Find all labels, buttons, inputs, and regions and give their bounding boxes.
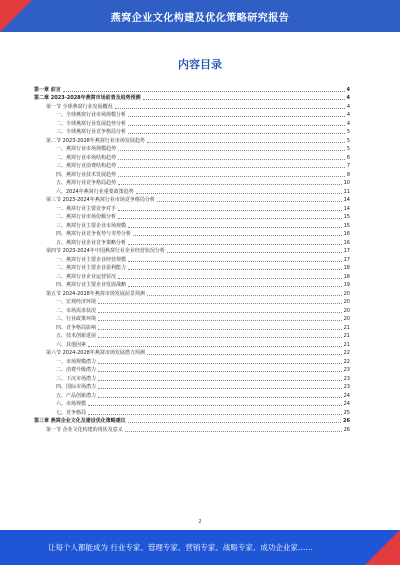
toc-entry[interactable] bbox=[34, 84, 350, 93]
toc-entry-page: 16 bbox=[343, 231, 350, 237]
toc-entry-label: 七、竞争格局 bbox=[56, 409, 87, 416]
toc-entry[interactable] bbox=[34, 152, 350, 161]
toc-entry[interactable] bbox=[34, 101, 350, 110]
toc-entry-label: 一、宏观经济环境 bbox=[56, 299, 97, 305]
toc-entry-label: 一、全球燕窝行业市场规模分析 bbox=[56, 112, 127, 118]
toc-entry[interactable] bbox=[34, 416, 350, 425]
toc-entry[interactable] bbox=[34, 356, 350, 365]
toc-entry-label: 三、全球燕窝行业竞争格局分析 bbox=[56, 129, 127, 135]
toc-leader-dots bbox=[118, 159, 345, 160]
toc-entry-page: 10 bbox=[343, 180, 350, 186]
toc-leader-dots bbox=[98, 397, 342, 398]
toc-entry[interactable] bbox=[34, 424, 350, 433]
toc-title: 内容目录 bbox=[178, 58, 222, 71]
toc-entry[interactable] bbox=[34, 195, 350, 204]
toc-entry-label: 四、燕窝行业竞争优势与劣势分析 bbox=[56, 231, 132, 237]
toc-entry[interactable] bbox=[34, 280, 350, 289]
toc-leader-dots bbox=[128, 125, 345, 126]
toc-entry-page: 16 bbox=[343, 239, 350, 246]
toc-entry-page: 24 bbox=[343, 401, 350, 407]
toc-entry-page: 15 bbox=[343, 214, 350, 220]
toc-entry-page: 14 bbox=[343, 205, 350, 212]
toc-leader-dots bbox=[98, 329, 342, 330]
toc-entry-label: 六、其他因素 bbox=[56, 341, 87, 348]
toc-entry[interactable] bbox=[34, 263, 350, 272]
toc-leader-dots bbox=[133, 235, 342, 236]
toc-entry-page: 8 bbox=[346, 171, 350, 178]
toc-entry[interactable] bbox=[34, 135, 350, 144]
toc-entry[interactable] bbox=[34, 288, 350, 297]
toc-entry-label: 三、燕窝行业主要企业市场规模 bbox=[56, 222, 127, 229]
toc-entry[interactable] bbox=[34, 322, 350, 331]
toc-entry[interactable] bbox=[34, 161, 350, 170]
toc-entry[interactable] bbox=[34, 314, 350, 323]
toc-leader-dots bbox=[128, 261, 342, 262]
toc-entry-page: 21 bbox=[343, 324, 350, 331]
toc-entry-label: 第三节 2023-2024年燕窝行业市场竞争格局分析 bbox=[46, 197, 155, 203]
toc-entry-label: 二、全球燕窝行业发展趋势分析 bbox=[56, 120, 127, 127]
toc-entry-page: 23 bbox=[343, 367, 350, 373]
toc-entry[interactable] bbox=[34, 118, 350, 127]
toc-entry-label: 四、燕窝行业技术发展趋势 bbox=[56, 171, 117, 178]
toc-entry-label: 五、技术创新进展 bbox=[56, 333, 97, 339]
toc-leader-dots bbox=[98, 337, 342, 338]
toc-leader-dots bbox=[157, 201, 342, 202]
toc-leader-dots bbox=[128, 116, 345, 117]
toc-entry-page: 4 bbox=[346, 86, 350, 93]
toc-entry-page: 15 bbox=[343, 222, 350, 229]
toc-entry[interactable] bbox=[34, 365, 350, 374]
toc-leader-dots bbox=[147, 142, 345, 143]
toc-entry[interactable] bbox=[34, 390, 350, 399]
toc-entry[interactable] bbox=[34, 110, 350, 119]
toc-entry[interactable] bbox=[34, 127, 350, 136]
toc-entry[interactable] bbox=[34, 203, 350, 212]
toc-leader-dots bbox=[98, 388, 342, 389]
toc-entry[interactable] bbox=[34, 178, 350, 187]
toc-leader-dots bbox=[98, 363, 342, 364]
toc-entry-label: 二、燕窝行业市场份额分析 bbox=[56, 214, 117, 220]
toc-entry[interactable] bbox=[34, 220, 350, 229]
toc-entry-page: 20 bbox=[343, 307, 350, 314]
toc-leader-dots bbox=[118, 184, 342, 185]
toc-leader-dots bbox=[128, 227, 342, 228]
toc-entry[interactable] bbox=[34, 297, 350, 306]
toc-leader-dots bbox=[147, 354, 342, 355]
toc-leader-dots bbox=[167, 252, 342, 253]
toc-leader-dots bbox=[118, 210, 342, 211]
toc-entry-label: 四、燕窝行业主要企业发展战略 bbox=[56, 282, 127, 288]
toc-entry-page: 4 bbox=[346, 95, 350, 101]
toc-entry-label: 第四节 2023-2024年中国燕窝行业企业经营状况分析 bbox=[46, 248, 165, 254]
footer-bar bbox=[0, 530, 400, 565]
toc-entry[interactable] bbox=[34, 399, 350, 408]
toc-leader-dots bbox=[98, 380, 342, 381]
toc-entry-page: 6 bbox=[346, 154, 350, 161]
toc-entry-label: 第二章 2023-2028年燕窝市场前景及趋势预测 bbox=[34, 95, 141, 101]
toc-leader-dots bbox=[128, 244, 342, 245]
toc-entry-label: 二、消费升级潜力 bbox=[56, 367, 97, 373]
toc-entry-label: 二、燕窝行业主要企业盈利能力 bbox=[56, 265, 127, 271]
toc-entry-page: 19 bbox=[343, 282, 350, 288]
toc-entry[interactable] bbox=[34, 246, 350, 255]
toc-entry[interactable] bbox=[34, 169, 350, 178]
toc-entry-label: 二、燕窝行业市场结构趋势 bbox=[56, 154, 117, 161]
toc-leader-dots bbox=[118, 176, 345, 177]
toc-entry-page: 18 bbox=[343, 273, 350, 280]
toc-leader-dots bbox=[143, 99, 345, 100]
toc-entry[interactable] bbox=[34, 348, 350, 357]
toc-entry[interactable] bbox=[34, 229, 350, 238]
toc-leader-dots bbox=[136, 193, 342, 194]
toc-entry-label: 三、燕窝行业企业运营状况 bbox=[56, 273, 117, 280]
toc-entry-label: 三、燕窝行业消费结构趋势 bbox=[56, 163, 117, 169]
toc-entry-page: 23 bbox=[343, 375, 350, 382]
toc-entry-page: 17 bbox=[343, 248, 350, 254]
header-bar bbox=[0, 0, 400, 32]
toc-entry[interactable] bbox=[34, 93, 350, 102]
toc-entry-label: 五、产品创新潜力 bbox=[56, 392, 97, 399]
toc-entry[interactable] bbox=[34, 271, 350, 280]
toc-entry-page: 4 bbox=[346, 112, 350, 118]
toc-entry-page: 21 bbox=[343, 341, 350, 348]
toc-entry-page: 26 bbox=[343, 426, 350, 433]
toc-leader-dots bbox=[118, 167, 345, 168]
toc-leader-dots bbox=[128, 286, 342, 287]
toc-entry-label: 第一节 全球燕窝行业发展概况 bbox=[46, 103, 113, 110]
toc-entry-page: 4 bbox=[346, 103, 350, 110]
toc-entry[interactable] bbox=[34, 373, 350, 382]
toc-entry-page: 20 bbox=[343, 290, 350, 297]
toc-leader-dots bbox=[98, 312, 342, 313]
toc-entry-page: 5 bbox=[346, 146, 350, 152]
toc-leader-dots bbox=[118, 150, 345, 151]
toc-entry-page: 22 bbox=[343, 350, 350, 356]
toc-entry-page: 23 bbox=[343, 384, 350, 390]
toc-entry-label: 一、燕窝行业市场规模趋势 bbox=[56, 146, 117, 152]
toc-entry-page: 25 bbox=[343, 409, 350, 416]
toc-entry-label: 二、市场需求状况 bbox=[56, 307, 97, 314]
footer-slogan: 让每个人都能成为 行业专家、管理专家、营销专家、战略专家、成功企业家…… bbox=[48, 543, 313, 552]
toc-entry-label: 一、燕窝行业主要企业经营规模 bbox=[56, 256, 127, 263]
toc-entry-page: 14 bbox=[343, 197, 350, 203]
toc-entry-page: 26 bbox=[343, 418, 350, 424]
toc-entry[interactable] bbox=[34, 212, 350, 221]
toc-entry-page: 4 bbox=[346, 120, 350, 127]
toc-leader-dots bbox=[128, 269, 342, 270]
toc-entry[interactable] bbox=[34, 254, 350, 263]
footer-red-corner bbox=[365, 530, 400, 565]
toc-entry-label: 三、下沉市场潜力 bbox=[56, 375, 97, 382]
toc-leader-dots bbox=[98, 371, 342, 372]
toc-entry[interactable] bbox=[34, 382, 350, 391]
toc-entry[interactable] bbox=[34, 339, 350, 348]
toc-entry[interactable] bbox=[34, 407, 350, 416]
toc-entry-label: 一、市场规模潜力 bbox=[56, 358, 97, 365]
toc-entry[interactable] bbox=[34, 186, 350, 195]
toc-entry-label: 第一节 企业文化构建的现状及意义 bbox=[46, 426, 123, 433]
toc-entry-label: 第二节 2023-2028年燕窝行业市场发展趋势 bbox=[46, 137, 145, 144]
toc-leader-dots bbox=[118, 218, 342, 219]
toc-leader-dots bbox=[125, 431, 342, 432]
toc-entry-page: 20 bbox=[343, 316, 350, 322]
toc-entry-page: 17 bbox=[343, 256, 350, 263]
toc-entry-label: 第六节 2024-2028年燕窝市场发展潜力预测 bbox=[46, 350, 145, 356]
toc-entry-label: 三、行业政策环境 bbox=[56, 316, 97, 322]
toc-leader-dots bbox=[115, 108, 345, 109]
toc-entry-label: 五、燕窝行业企业竞争策略分析 bbox=[56, 239, 127, 246]
toc-entry-page: 22 bbox=[343, 358, 350, 365]
table-of-contents bbox=[34, 84, 350, 433]
toc-entry-label: 六、2024年燕窝行业重要政策趋势 bbox=[56, 188, 134, 195]
toc-entry-page: 7 bbox=[346, 163, 350, 169]
toc-leader-dots bbox=[128, 133, 345, 134]
toc-leader-dots bbox=[98, 320, 342, 321]
toc-entry-page: 20 bbox=[343, 299, 350, 305]
toc-leader-dots bbox=[88, 346, 342, 347]
toc-leader-dots bbox=[147, 295, 342, 296]
toc-leader-dots bbox=[63, 91, 345, 92]
toc-entry-label: 四、国际市场潜力 bbox=[56, 384, 97, 390]
toc-entry-page: 21 bbox=[343, 333, 350, 339]
page-number: 2 bbox=[198, 519, 202, 525]
toc-entry-label: 六、市场规模 bbox=[56, 401, 87, 407]
toc-entry[interactable] bbox=[34, 305, 350, 314]
toc-leader-dots bbox=[88, 414, 342, 415]
report-title: 燕窝企业文化构建及优化策略研究报告 bbox=[110, 13, 290, 24]
toc-entry[interactable] bbox=[34, 331, 350, 340]
toc-entry-label: 第五节 2024-2028年燕窝市场发展前景预测 bbox=[46, 290, 145, 297]
toc-entry-page: 24 bbox=[343, 392, 350, 399]
toc-leader-dots bbox=[98, 303, 342, 304]
toc-leader-dots bbox=[118, 278, 342, 279]
toc-entry-page: 18 bbox=[343, 265, 350, 271]
toc-leader-dots bbox=[128, 422, 341, 423]
toc-entry[interactable] bbox=[34, 237, 350, 246]
toc-entry-label: 五、燕窝行业竞争格局趋势 bbox=[56, 180, 117, 186]
toc-entry-page: 5 bbox=[346, 129, 350, 135]
toc-entry-label: 第三章 燕窝企业文化及建设优化策略建议 bbox=[34, 418, 126, 424]
toc-entry-label: 一、燕窝行业主要竞争对手 bbox=[56, 205, 117, 212]
toc-entry-label: 四、竞争格局影响 bbox=[56, 324, 97, 331]
toc-entry[interactable] bbox=[34, 144, 350, 153]
toc-leader-dots bbox=[88, 405, 342, 406]
toc-entry-label: 第一章 前言 bbox=[34, 86, 61, 93]
toc-entry-page: 11 bbox=[343, 188, 350, 195]
toc-entry-page: 5 bbox=[346, 137, 350, 144]
